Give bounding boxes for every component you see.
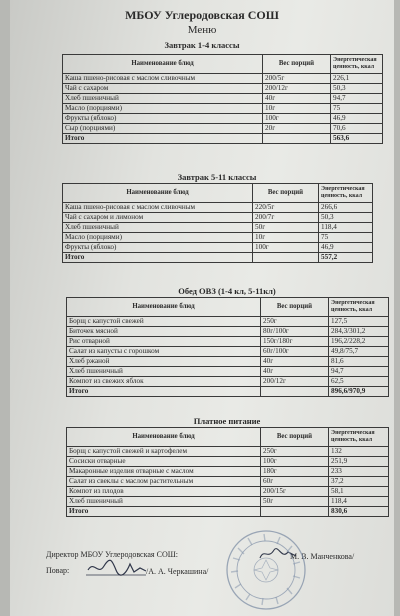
total-label: Итого — [63, 134, 263, 144]
section-title: Платное питание — [193, 416, 261, 426]
cook-label: Повар: — [46, 566, 70, 575]
dish-energy: 118,4 — [329, 497, 389, 507]
dish-energy: 132 — [329, 447, 389, 457]
section-title: Завтрак 5-11 классы — [177, 172, 257, 182]
dish-name: Компот из плодов — [67, 487, 261, 497]
column-header-weight: Вес порций — [263, 55, 331, 74]
table-row — [63, 233, 373, 243]
document-title: Меню — [187, 24, 217, 36]
table-row — [63, 94, 383, 104]
dish-energy: 233 — [329, 467, 389, 477]
table-row — [67, 447, 389, 457]
column-header-energy: Энергетическая ценность, ккал — [331, 55, 383, 74]
dish-name: Каша пшено-рисовая с маслом сливочным — [63, 203, 253, 213]
school-title: МБОУ Углеродовская СОШ — [125, 8, 279, 22]
dish-name: Сыр (порциями) — [63, 124, 263, 134]
dish-energy: 70,6 — [331, 124, 383, 134]
dish-energy: 75 — [319, 233, 373, 243]
column-header-energy: Энергетическая ценность, ккал — [319, 184, 373, 203]
dish-name: Салат из капусты с горошком — [67, 347, 261, 357]
dish-name: Фрукты (яблоко) — [63, 243, 253, 253]
table-row — [63, 213, 373, 223]
dish-name: Масло (порциями) — [63, 104, 263, 114]
total-row — [63, 253, 373, 263]
section-title: Обед ОВЗ (1-4 кл, 5-11кл) — [178, 286, 276, 296]
dish-energy: 127,5 — [329, 317, 389, 327]
menu-table-paid — [66, 427, 389, 517]
table-row — [67, 357, 389, 367]
table-header-row — [63, 184, 373, 203]
dish-weight: 200/12г — [261, 377, 329, 387]
dish-energy: 58,1 — [329, 487, 389, 497]
column-header-weight: Вес порций — [261, 428, 329, 447]
table-row — [67, 497, 389, 507]
dish-weight: 20г — [263, 124, 331, 134]
dish-name: Хлеб пшеничный — [67, 497, 261, 507]
total-value: 557,2 — [319, 253, 373, 263]
table-row — [63, 104, 383, 114]
dish-name: Хлеб ржаной — [67, 357, 261, 367]
dish-name: Чай с сахаром — [63, 84, 263, 94]
table-row — [67, 457, 389, 467]
dish-name: Салат из свеклы с маслом растительным — [67, 477, 261, 487]
dish-name: Рис отварной — [67, 337, 261, 347]
table-row — [67, 337, 389, 347]
dish-name: Каша пшено-рисовая с маслом сливочным — [63, 74, 263, 84]
table-row — [63, 203, 373, 213]
total-value: 563,6 — [331, 134, 383, 144]
table-row — [63, 223, 373, 233]
dish-weight: 200/7г — [253, 213, 319, 223]
total-value: 896,6/970,9 — [329, 387, 389, 397]
column-header-energy: Энергетическая ценность, ккал — [329, 428, 389, 447]
dish-weight: 200/5г — [263, 74, 331, 84]
dish-weight: 50г — [253, 223, 319, 233]
table-row — [67, 327, 389, 337]
dish-weight: 80г/100г — [261, 327, 329, 337]
table-row — [67, 367, 389, 377]
dish-weight: 40г — [261, 367, 329, 377]
table-row — [67, 487, 389, 497]
table-header-row — [67, 298, 389, 317]
dish-energy: 81,6 — [329, 357, 389, 367]
dish-name: Чай с сахаром и лимоном — [63, 213, 253, 223]
table-row — [67, 467, 389, 477]
total-label: Итого — [67, 387, 261, 397]
column-header-name: Наименование блюд — [63, 55, 263, 74]
table-row — [67, 377, 389, 387]
dish-energy: 251,9 — [329, 457, 389, 467]
dish-energy: 46,9 — [331, 114, 383, 124]
dish-weight: 150г/180г — [261, 337, 329, 347]
dish-weight: 200/15г — [261, 487, 329, 497]
menu-page — [10, 0, 394, 616]
dish-name: Хлеб пшеничный — [67, 367, 261, 377]
dish-weight: 60г — [261, 477, 329, 487]
dish-energy: 284,3/301,2 — [329, 327, 389, 337]
dish-energy: 50,3 — [319, 213, 373, 223]
dish-energy: 75 — [331, 104, 383, 114]
dish-name: Сосиски отварные — [67, 457, 261, 467]
total-label: Итого — [67, 507, 261, 517]
table-row — [63, 243, 373, 253]
table-row — [63, 114, 383, 124]
table-header-row — [67, 428, 389, 447]
total-row — [63, 134, 383, 144]
total-row — [67, 507, 389, 517]
cook-signature — [86, 556, 148, 578]
dish-weight: 180г — [261, 467, 329, 477]
menu-table-lunch-ovz — [66, 297, 389, 397]
table-row — [67, 477, 389, 487]
table-row — [63, 124, 383, 134]
dish-name: Масло (порциями) — [63, 233, 253, 243]
dish-weight: 220/5г — [253, 203, 319, 213]
dish-name: Фрукты (яблоко) — [63, 114, 263, 124]
section-title: Завтрак 1-4 классы — [164, 40, 240, 50]
dish-energy: 46,9 — [319, 243, 373, 253]
dish-energy: 118,4 — [319, 223, 373, 233]
table-row — [67, 317, 389, 327]
menu-table-breakfast-5-11 — [62, 183, 373, 263]
dish-energy: 62,5 — [329, 377, 389, 387]
column-header-name: Наименование блюд — [67, 298, 261, 317]
dish-weight: 200/12г — [263, 84, 331, 94]
column-header-energy: Энергетическая ценность, ккал — [329, 298, 389, 317]
dish-name: Борщ с капустой свежей и картофелем — [67, 447, 261, 457]
dish-weight: 100г — [261, 457, 329, 467]
table-row — [67, 347, 389, 357]
menu-table-breakfast-1-4 — [62, 54, 383, 144]
dish-energy: 196,2/228,2 — [329, 337, 389, 347]
director-label: Директор МБОУ Углеродовская СОШ: — [46, 550, 179, 559]
dish-energy: 94,7 — [329, 367, 389, 377]
dish-weight: 40г — [263, 94, 331, 104]
stamp-seal — [224, 528, 308, 612]
dish-weight: 10г — [253, 233, 319, 243]
table-row — [63, 84, 383, 94]
dish-name: Хлеб пшеничный — [63, 223, 253, 233]
dish-weight: 50г — [261, 497, 329, 507]
column-header-name: Наименование блюд — [67, 428, 261, 447]
dish-name: Макаронные изделия отварные с маслом — [67, 467, 261, 477]
dish-energy: 49,8/75,7 — [329, 347, 389, 357]
dish-name: Компот из свежих яблок — [67, 377, 261, 387]
cook-name: /А. А. Черкашина/ — [146, 567, 209, 576]
dish-weight: 100г — [263, 114, 331, 124]
dish-energy: 226,1 — [331, 74, 383, 84]
total-row — [67, 387, 389, 397]
column-header-weight: Вес порций — [261, 298, 329, 317]
dish-weight: 100г — [253, 243, 319, 253]
dish-weight: 250г — [261, 447, 329, 457]
dish-name: Борщ с капустой свежей — [67, 317, 261, 327]
dish-energy: 37,2 — [329, 477, 389, 487]
dish-energy: 50,3 — [331, 84, 383, 94]
total-value: 830,6 — [329, 507, 389, 517]
dish-energy: 266,6 — [319, 203, 373, 213]
director-name: М. В. Манченкова/ — [290, 552, 355, 561]
dish-name: Хлеб пшеничный — [63, 94, 263, 104]
table-header-row — [63, 55, 383, 74]
dish-weight: 250г — [261, 317, 329, 327]
dish-name: Биточек мясной — [67, 327, 261, 337]
dish-weight: 10г — [263, 104, 331, 114]
total-label: Итого — [63, 253, 253, 263]
dish-weight: 40г — [261, 357, 329, 367]
dish-weight: 60г/100г — [261, 347, 329, 357]
dish-energy: 94,7 — [331, 94, 383, 104]
column-header-weight: Вес порций — [253, 184, 319, 203]
column-header-name: Наименование блюд — [63, 184, 253, 203]
table-row — [63, 74, 383, 84]
